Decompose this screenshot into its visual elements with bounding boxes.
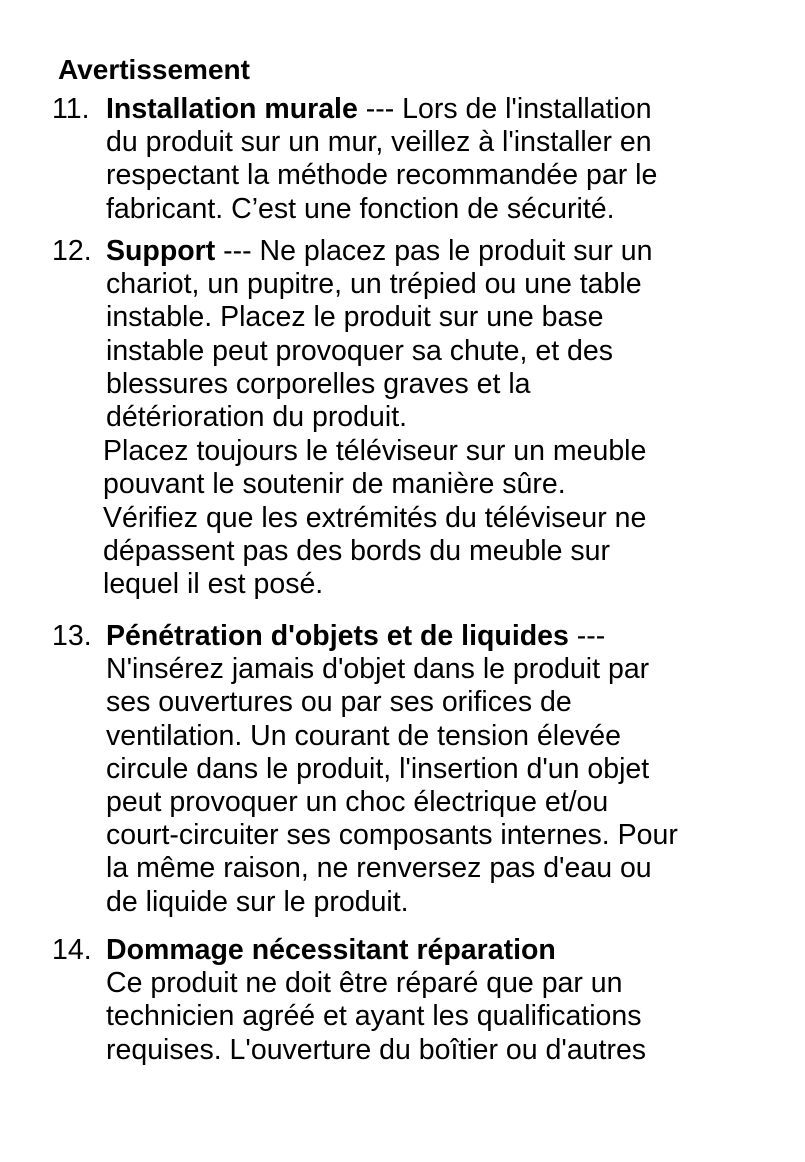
item-line: détérioration du produit. (106, 401, 408, 434)
item-extra-line: dépassent pas des bords du meuble sur (103, 534, 610, 567)
section-heading: Avertissement (58, 54, 250, 85)
item-title: Support (106, 235, 216, 267)
item-line: Ce produit ne doit être réparé que par un (106, 967, 623, 1000)
item-line: instable peut provoquer sa chute, et des (106, 334, 614, 367)
item-title: Dommage nécessitant réparation (106, 934, 556, 966)
item-line: chariot, un pupitre, un trépied ou une table (106, 268, 642, 301)
item-line: ses ouvertures ou par ses orifices de (106, 686, 572, 719)
item-extra-line: Vérifiez que les extrémités du téléviseur ne (103, 501, 647, 534)
item-line: ventilation. Un courant de tension élevée (106, 719, 621, 752)
item-line: de liquide sur le produit. (106, 885, 409, 918)
list-item-14 (52, 934, 792, 1067)
item-extra-line: Placez toujours le téléviseur sur un meuble (103, 435, 647, 468)
item-lead: --- Lors de l'installation (357, 93, 652, 125)
item-first-line (106, 934, 792, 967)
item-first-line (106, 235, 792, 268)
item-lead: --- Ne placez pas le produit sur un (215, 235, 653, 267)
item-line: peut provoquer un choc électrique et/ou (106, 786, 609, 819)
list-item-13 (52, 620, 792, 919)
item-number: 14. (52, 934, 92, 966)
item-extra-line: lequel il est posé. (103, 568, 324, 601)
item-line: respectant la méthode recommandée par le (106, 159, 658, 192)
item-number: 13. (52, 620, 92, 652)
item-title: Installation murale (106, 93, 358, 125)
item-body (103, 235, 792, 601)
item-number: 11. (52, 93, 90, 125)
item-number: 12. (52, 235, 92, 267)
item-line: blessures corporelles graves et la (106, 367, 531, 400)
item-line: court-circuiter ses composants internes. Pour (106, 819, 678, 852)
item-line: instable. Placez le produit sur une base (106, 301, 604, 334)
item-first-line (106, 620, 792, 653)
item-line: la même raison, ne renversez pas d'eau ou (106, 852, 652, 885)
item-extra-line: pouvant le soutenir de manière sûre. (103, 468, 566, 501)
item-lead: --- (568, 620, 606, 652)
item-line: requises. L'ouverture du boîtier ou d'autres (106, 1033, 647, 1066)
item-line: N'insérez jamais d'objet dans le produit par (106, 653, 650, 686)
list-item-11 (52, 93, 792, 226)
item-title: Pénétration d'objets et de liquides (106, 620, 569, 652)
item-line: du produit sur un mur, veillez à l'installer en (106, 126, 652, 159)
item-body (106, 934, 792, 1067)
item-body (106, 93, 792, 226)
item-line: technicien agréé et ayant les qualifications (106, 1000, 642, 1033)
item-first-line (106, 93, 792, 126)
item-line: circule dans le produit, l'insertion d'un objet (106, 752, 650, 785)
list-item-12 (52, 235, 792, 601)
item-body (106, 620, 792, 919)
item-line: fabricant. C’est une fonction de sécurité. (106, 192, 615, 225)
